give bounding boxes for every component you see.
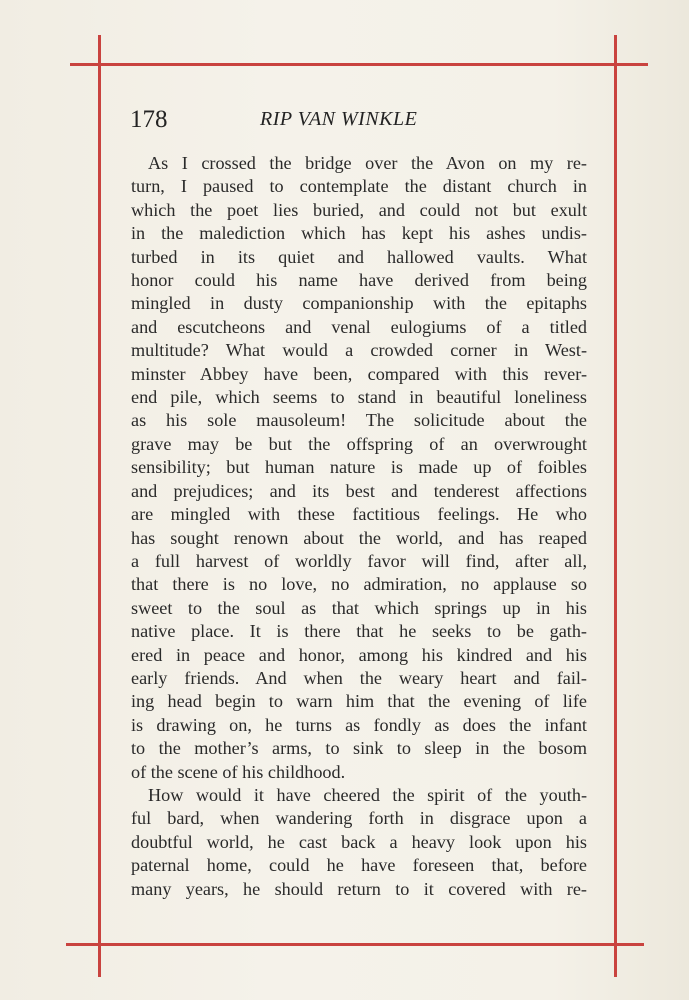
text-line: sweet to the soul as that which springs up in his: [131, 597, 587, 618]
text-line: which the poet lies buried, and could not but exult: [131, 199, 587, 220]
text-line: end pile, which seems to stand in beautiful loneliness: [131, 387, 587, 408]
body-text: [131, 152, 587, 901]
text-line: has sought renown about the world, and has reaped: [131, 527, 587, 548]
text-line: How would it have cheered the spirit of the youth-: [148, 784, 587, 805]
text-line: many years, he should return to it covered with re-: [131, 878, 587, 899]
text-line: paternal home, could he have foreseen that, before: [131, 855, 587, 876]
text-line: of the scene of his childhood.: [131, 761, 346, 782]
paragraph-2: [131, 784, 587, 901]
text-line: As I crossed the bridge over the Avon on my re-: [148, 153, 587, 173]
text-line: as his sole mausoleum! The solicitude about the: [131, 410, 587, 431]
text-line: multitude? What would a crowded corner in West-: [131, 340, 587, 361]
text-line: are mingled with these factitious feelings. He who: [131, 504, 587, 525]
running-title: RIP VAN WINKLE: [260, 108, 418, 130]
page-number: 178: [130, 106, 168, 133]
border-rule-bottom: [66, 943, 644, 946]
text-line: to the mother’s arms, to sink to sleep in the bosom: [131, 738, 587, 759]
text-line: mingled in dusty companionship with the epitaphs: [131, 293, 587, 314]
text-line: ful bard, when wandering forth in disgrace upon a: [131, 808, 587, 829]
text-line: native place. It is there that he seeks to be gath-: [131, 621, 587, 642]
paragraph-1: [131, 152, 587, 784]
text-line: turbed in its quiet and hallowed vaults. What: [131, 246, 587, 267]
border-rule-right: [614, 35, 617, 977]
border-rule-left: [98, 35, 101, 977]
text-line: ing head begin to warn him that the evening of life: [131, 691, 587, 712]
text-line: sensibility; but human nature is made up of foibles: [131, 457, 587, 478]
text-line: honor could his name have derived from being: [131, 270, 587, 291]
text-line: early friends. And when the weary heart and fail-: [131, 667, 587, 688]
text-line: is drawing on, he turns as fondly as does the infant: [131, 714, 587, 735]
text-line: ered in peace and honor, among his kindred and his: [131, 644, 587, 665]
text-line: and prejudices; and its best and tenderest affections: [131, 480, 587, 501]
text-line: grave may be but the offspring of an overwrought: [131, 433, 587, 454]
page-header: [130, 106, 588, 136]
text-line: a full harvest of worldly favor will find, after all,: [131, 550, 587, 571]
text-line: in the malediction which has kept his ashes undis-: [131, 223, 587, 244]
text-line: doubtful world, he cast back a heavy look upon his: [131, 831, 587, 852]
text-line: minster Abbey have been, compared with this rever-: [131, 363, 587, 384]
text-line: turn, I paused to contemplate the distant church in: [131, 176, 587, 197]
border-rule-top: [70, 63, 648, 66]
text-line: and escutcheons and venal eulogiums of a titled: [131, 316, 587, 337]
text-line: that there is no love, no admiration, no applause so: [131, 574, 587, 595]
